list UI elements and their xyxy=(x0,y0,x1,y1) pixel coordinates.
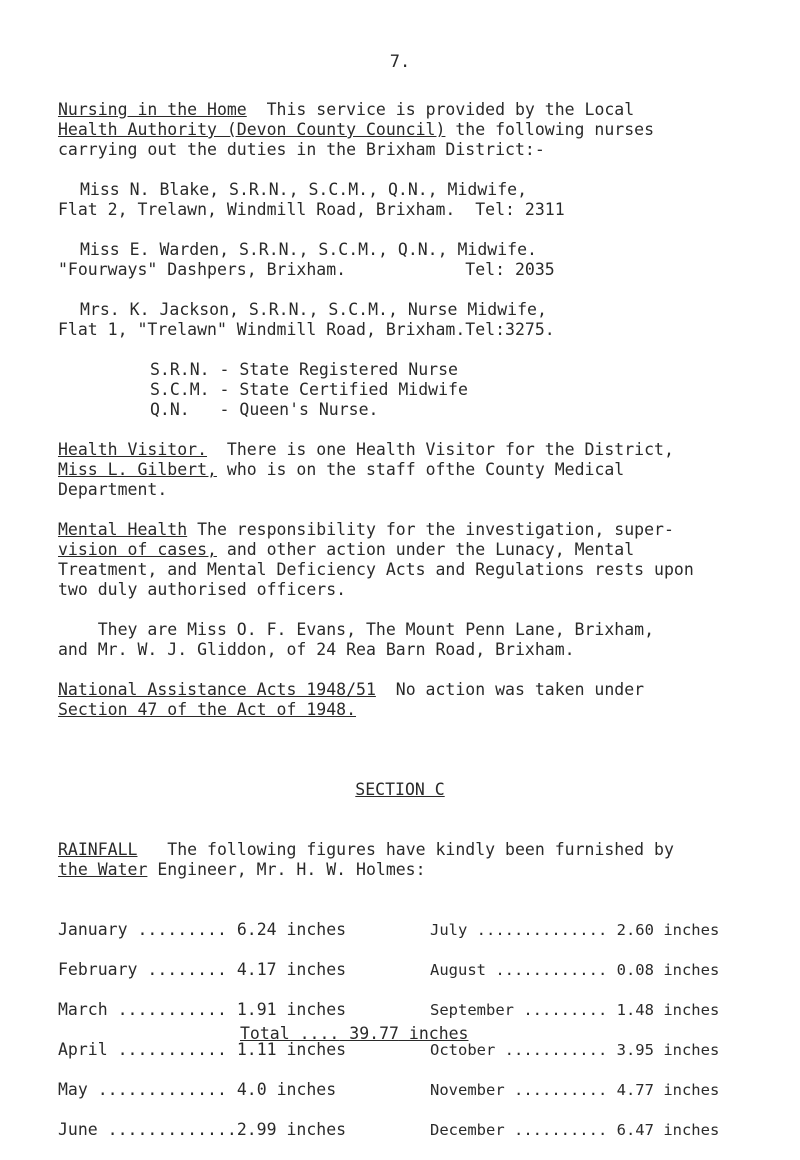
rainfall-row xyxy=(430,960,719,980)
rainfall-heading: RAINFALL xyxy=(58,840,138,859)
mental-health-text: The responsibility for the investigation, super- xyxy=(187,520,674,539)
health-visitor-line-2 xyxy=(58,460,624,480)
month-label: May ............. xyxy=(58,1080,227,1099)
health-visitor-name: Miss L. Gilbert, xyxy=(58,460,217,479)
rain-unit: inches xyxy=(653,1121,720,1139)
abbreviation-qn: Q.N. - Queen's Nurse. xyxy=(150,400,379,419)
rain-unit: inches xyxy=(276,1120,347,1139)
nurse-2-line-1: Miss E. Warden, S.R.N., S.C.M., Q.N., Midwife. xyxy=(80,240,537,259)
nurse-3-line-1: Mrs. K. Jackson, S.R.N., S.C.M., Nurse Midwife, xyxy=(80,300,547,319)
rainfall-row xyxy=(58,920,346,940)
rain-value: 6.24 xyxy=(226,920,277,939)
mental-health-heading-2: vision of cases, xyxy=(58,540,217,559)
section-c-text: SECTION C xyxy=(355,780,445,799)
rain-value: 4.17 xyxy=(226,960,277,979)
nurse-1-line-2: Flat 2, Trelawn, Windmill Road, Brixham. Tel: 2311 xyxy=(58,200,565,219)
rain-unit: inches xyxy=(276,1040,347,1059)
nurse-1-line-1: Miss N. Blake, S.R.N., S.C.M., Q.N., Midwife, xyxy=(80,180,528,199)
rain-value: 4.0 xyxy=(226,1080,267,1099)
authority-heading: Health Authority (Devon County Council) xyxy=(58,120,446,139)
rainfall-right-column xyxy=(430,900,719,1160)
month-label: March ........... xyxy=(58,1000,227,1019)
rainfall-row xyxy=(430,1080,719,1100)
rain-value: 6.47 xyxy=(607,1121,654,1139)
rain-value: 2.99 xyxy=(236,1120,277,1139)
abbreviation-srn: S.R.N. - State Registered Nurse xyxy=(150,360,458,379)
rainfall-line-2 xyxy=(58,860,426,880)
national-assistance-text: No action was taken under xyxy=(375,680,645,699)
total-value: 39.77 xyxy=(339,1024,399,1043)
rain-value: 1.48 xyxy=(607,1001,654,1019)
rain-unit: inches xyxy=(276,960,347,979)
mental-health-line-4: two duly authorised officers. xyxy=(58,580,347,599)
rainfall-text-2: Engineer, Mr. H. W. Holmes: xyxy=(147,860,426,879)
rainfall-row xyxy=(430,1120,719,1140)
mental-health-line-1 xyxy=(58,520,674,540)
rain-value: 3.95 xyxy=(607,1041,654,1059)
rain-value: 0.08 xyxy=(607,961,654,979)
nurse-2-line-2: "Fourways" Dashpers, Brixham. Tel: 2035 xyxy=(58,260,555,279)
authority-text: the following nurses xyxy=(445,120,655,139)
mental-health-heading: Mental Health xyxy=(58,520,188,539)
month-label: July .............. xyxy=(430,921,608,939)
page-number: 7. xyxy=(389,52,411,72)
rain-unit: inches xyxy=(266,1080,337,1099)
nursing-intro-line-2 xyxy=(58,120,654,140)
rain-unit: inches xyxy=(653,1041,720,1059)
month-label: June ............. xyxy=(58,1120,237,1139)
rainfall-text: The following figures have kindly been furnished by xyxy=(137,840,674,859)
rain-value: 4.77 xyxy=(607,1081,654,1099)
month-label: September ......... xyxy=(430,1001,608,1019)
rain-unit: inches xyxy=(653,961,720,979)
rain-unit: inches xyxy=(653,921,720,939)
nursing-heading: Nursing in the Home xyxy=(58,100,247,119)
national-assistance-heading: National Assistance Acts 1948/51 xyxy=(58,680,376,699)
rain-unit: inches xyxy=(276,1000,347,1019)
section-47-heading: Section 47 of the Act of 1948. xyxy=(58,700,357,719)
health-visitor-line-1 xyxy=(58,440,674,460)
rainfall-row xyxy=(58,1120,346,1140)
nurse-3-line-2: Flat 1, "Trelawn" Windmill Road, Brixham.Tel:3275. xyxy=(58,320,555,339)
nursing-intro-line-3: carrying out the duties in the Brixham District:- xyxy=(58,140,545,159)
health-visitor-heading: Health Visitor. xyxy=(58,440,208,459)
mental-health-text-2: and other action under the Lunacy, Mental xyxy=(216,540,635,559)
rain-unit: inches xyxy=(276,920,347,939)
national-assistance-line-2 xyxy=(58,700,356,720)
rainfall-row xyxy=(58,1040,346,1060)
water-engineer-heading: the Water xyxy=(58,860,148,879)
health-visitor-text-2: who is on the staff ofthe County Medical xyxy=(216,460,625,479)
rain-unit: inches xyxy=(653,1081,720,1099)
national-assistance-line-1 xyxy=(58,680,644,700)
rainfall-row xyxy=(430,920,719,940)
month-label: January ......... xyxy=(58,920,227,939)
rainfall-row xyxy=(58,1080,346,1100)
rain-value: 2.60 xyxy=(607,921,654,939)
health-visitor-line-3: Department. xyxy=(58,480,168,499)
nursing-intro-text: This service is provided by the Local xyxy=(266,100,635,119)
month-label: November .......... xyxy=(430,1081,608,1099)
rainfall-row xyxy=(430,1040,719,1060)
mental-health-line-2 xyxy=(58,540,634,560)
officers-line-1: They are Miss O. F. Evans, The Mount Penn Lane, Brixham, xyxy=(58,620,655,639)
mental-health-line-3: Treatment, and Mental Deficiency Acts and Regulations rests upon xyxy=(58,560,694,579)
rainfall-row xyxy=(58,960,346,980)
rainfall-row xyxy=(58,1000,346,1020)
rainfall-total xyxy=(240,1024,469,1043)
month-label: October ........... xyxy=(430,1041,608,1059)
officers-line-2: and Mr. W. J. Gliddon, of 24 Rea Barn Road, Brixham. xyxy=(58,640,575,659)
section-c-title xyxy=(0,780,800,799)
total-label: Total .... xyxy=(240,1024,340,1043)
month-label: December .......... xyxy=(430,1121,608,1139)
nursing-intro-line-1 xyxy=(58,100,634,120)
health-visitor-text: There is one Health Visitor for the District, xyxy=(207,440,674,459)
rainfall-line-1 xyxy=(58,840,674,860)
abbreviation-scm: S.C.M. - State Certified Midwife xyxy=(150,380,468,399)
rain-unit: inches xyxy=(653,1001,720,1019)
rainfall-row xyxy=(430,1000,719,1020)
rain-value: 1.91 xyxy=(226,1000,277,1019)
month-label: August ............ xyxy=(430,961,608,979)
month-label: April ........... xyxy=(58,1040,227,1059)
month-label: February ........ xyxy=(58,960,227,979)
rain-value: 1.11 xyxy=(226,1040,277,1059)
total-unit: inches xyxy=(398,1024,469,1043)
